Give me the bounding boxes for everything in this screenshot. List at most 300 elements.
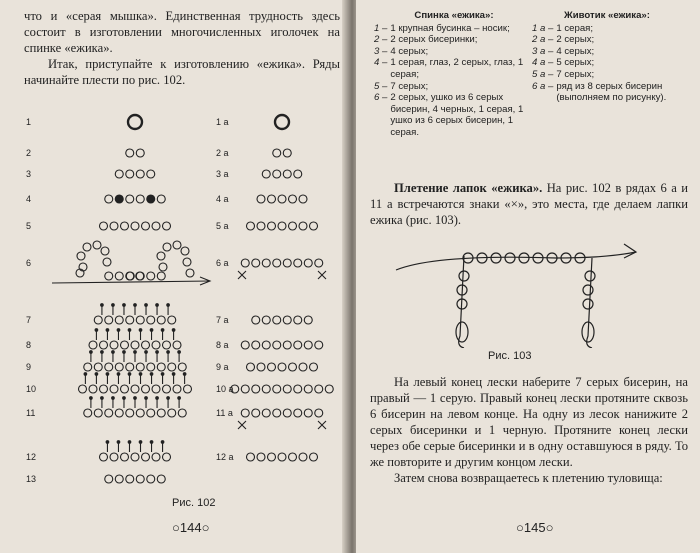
bead — [257, 222, 265, 230]
belly-list-item-key: 5 а – — [532, 68, 554, 80]
bead — [121, 222, 129, 230]
ear-bead — [77, 252, 85, 260]
needle-tip — [145, 351, 148, 354]
bead — [173, 341, 181, 349]
left-text-block — [24, 8, 340, 88]
bead — [278, 222, 286, 230]
row-label-left: 7 — [26, 315, 32, 325]
bead — [304, 341, 312, 349]
bead — [268, 363, 276, 371]
needle-tip — [150, 329, 153, 332]
row-label-right: 6 а — [216, 258, 229, 268]
bead — [163, 222, 171, 230]
bead — [252, 316, 260, 324]
bead — [105, 272, 113, 280]
bead — [115, 170, 123, 178]
bead — [299, 363, 307, 371]
figure-102-caption: Рис. 102 — [172, 497, 216, 509]
belly-list-item-value: ряд из 8 серых бисерин (выполняем по рисунку). — [556, 80, 667, 104]
bead — [241, 409, 249, 417]
left-paragraph-1: что и «серая мышка». Единственная трудность здесь состоит в изготовлении многочисленных иголочек на спинке «ежика». — [24, 9, 340, 55]
needle-tip — [106, 441, 109, 444]
bead — [152, 385, 160, 393]
bead — [283, 385, 291, 393]
bead — [105, 316, 113, 324]
right-paragraph-3: На левый конец лески наберите 7 серых бисерин, на правый — 1 серую. Правый конец лески протяните сквозь 6 бисерин на левом конце. На одну из лесок нанижите 2 серых бисеринки и 1 черную. Протяните конец лески через обе серые бисеринки и в одну оставшуюся в ряду. То же повторите и другим концом лески. — [370, 375, 688, 469]
back-list-item-key: 4 – — [374, 57, 388, 69]
back-list-item-key: 1 – — [374, 22, 388, 34]
bead — [126, 195, 134, 203]
bead — [115, 409, 123, 417]
bead — [278, 195, 286, 203]
row-label-left: 1 — [26, 117, 32, 127]
nose-bead — [128, 115, 142, 129]
bead — [262, 341, 270, 349]
bead — [273, 149, 281, 157]
bead — [115, 363, 123, 371]
belly-list-title: Животик «ежика»: — [564, 10, 650, 21]
row-label-right: 4 а — [216, 194, 229, 204]
bead — [289, 363, 297, 371]
belly-list-item-key: 3 а – — [532, 45, 554, 57]
back-list-item-value: 2 серых, ушко из 6 серых бисерин, 4 черных, 1 серая, 1 ушко из 6 серых бисерин, 1 серая. — [390, 92, 524, 138]
figure-103 — [356, 228, 700, 348]
thread — [52, 281, 210, 283]
bead — [115, 272, 123, 280]
bead — [310, 453, 318, 461]
ear-bead — [181, 247, 189, 255]
needle-tip — [150, 441, 153, 444]
row-label-right: 1 а — [216, 117, 229, 127]
bead — [157, 316, 165, 324]
bead — [126, 272, 134, 280]
back-list-item-key: 3 – — [374, 45, 388, 57]
row-label-right: 3 а — [216, 169, 229, 179]
bead — [315, 385, 323, 393]
bead — [173, 385, 181, 393]
row-label-left: 6 — [26, 258, 32, 268]
bead — [257, 453, 265, 461]
needle-tip — [178, 397, 181, 400]
bead — [262, 316, 270, 324]
needle-tip — [145, 397, 148, 400]
bead — [273, 316, 281, 324]
paws-paragraph — [370, 180, 688, 228]
bead — [147, 195, 155, 203]
back-list — [374, 10, 534, 139]
bead — [84, 409, 92, 417]
needle-tip — [172, 329, 175, 332]
bead — [299, 222, 307, 230]
row-label-left: 5 — [26, 221, 32, 231]
paw-bead — [583, 299, 593, 309]
back-list-item — [374, 34, 534, 46]
bead — [100, 385, 108, 393]
bead — [283, 341, 291, 349]
bead — [257, 363, 265, 371]
ear-bead — [103, 258, 111, 266]
bead — [136, 272, 144, 280]
bead — [163, 385, 171, 393]
row-label-left: 4 — [26, 194, 32, 204]
belly-list-item — [532, 81, 682, 104]
needle-tip — [95, 329, 98, 332]
bead — [136, 170, 144, 178]
bead — [157, 272, 165, 280]
paw-bead — [583, 285, 593, 295]
bead — [105, 363, 113, 371]
ear-bead — [101, 247, 109, 255]
bead — [105, 475, 113, 483]
bead — [126, 409, 134, 417]
bead — [147, 475, 155, 483]
back-list-title: Спинка «ежика»: — [414, 10, 494, 21]
bead — [257, 195, 265, 203]
row-label-left: 8 — [26, 340, 32, 350]
bead — [262, 259, 270, 267]
bead — [79, 385, 87, 393]
bead — [168, 409, 176, 417]
needle-tip — [134, 351, 137, 354]
needle-tip — [156, 304, 159, 307]
bead — [157, 195, 165, 203]
bead — [273, 409, 281, 417]
needle-tip — [161, 441, 164, 444]
bead — [126, 363, 134, 371]
bead — [252, 341, 260, 349]
bead — [241, 341, 249, 349]
bead — [147, 316, 155, 324]
bead — [178, 409, 186, 417]
needle-tip — [101, 304, 104, 307]
back-list-item-value: 4 серых; — [390, 45, 429, 57]
belly-list-item — [532, 57, 682, 69]
needle-tip — [178, 351, 181, 354]
bead — [110, 453, 118, 461]
bead — [105, 409, 113, 417]
needle-tip — [95, 373, 98, 376]
bead — [147, 170, 155, 178]
bead — [252, 409, 260, 417]
bead — [247, 222, 255, 230]
bead — [273, 385, 281, 393]
row-label-right: 2 а — [216, 148, 229, 158]
bead — [136, 195, 144, 203]
row-label-left: 3 — [26, 169, 32, 179]
row-label-left: 10 — [26, 384, 37, 394]
figure-102 — [0, 105, 350, 505]
bead — [315, 409, 323, 417]
bead — [262, 170, 270, 178]
bead — [89, 385, 97, 393]
bead — [273, 170, 281, 178]
bead — [147, 272, 155, 280]
needle-tip — [156, 351, 159, 354]
bead — [163, 453, 171, 461]
bead — [115, 475, 123, 483]
bead — [121, 453, 129, 461]
belly-list-item-value: 5 серых; — [556, 57, 595, 69]
needle-tip — [134, 304, 137, 307]
belly-list-item-key: 4 а – — [532, 57, 554, 69]
bead — [163, 341, 171, 349]
back-list-item — [374, 23, 534, 35]
bead — [268, 453, 276, 461]
bead — [100, 453, 108, 461]
bead — [94, 363, 102, 371]
bead — [168, 363, 176, 371]
bead — [157, 363, 165, 371]
paw-bead — [491, 253, 501, 263]
bead — [147, 409, 155, 417]
needle-tip — [112, 304, 115, 307]
needle-tip — [172, 373, 175, 376]
needle-tip — [139, 373, 142, 376]
needle-tip — [101, 351, 104, 354]
bead — [121, 341, 129, 349]
left-page-number: ○144○ — [172, 520, 210, 535]
row-label-left: 2 — [26, 148, 32, 158]
bead — [142, 222, 150, 230]
bead — [252, 259, 260, 267]
bead — [278, 453, 286, 461]
row-label-right: 7 а — [216, 315, 229, 325]
row-label-right: 8 а — [216, 340, 229, 350]
bead — [126, 170, 134, 178]
belly-list — [532, 10, 682, 104]
bead — [126, 475, 134, 483]
bead — [304, 385, 312, 393]
belly-list-item-value: 1 серая; — [556, 22, 594, 34]
paw-mark — [238, 421, 246, 429]
right-text-block — [370, 374, 688, 486]
bead — [304, 259, 312, 267]
paw-mark — [318, 271, 326, 279]
bead — [273, 341, 281, 349]
bead — [241, 259, 249, 267]
bead — [152, 222, 160, 230]
bead — [147, 363, 155, 371]
bead — [273, 259, 281, 267]
back-list-item-key: 6 – — [374, 92, 388, 104]
row-label-right: 10 а — [216, 384, 234, 394]
back-list-item-key: 2 – — [374, 34, 388, 46]
paws-text: На рис. 102 в рядах 6 а и 11 а встречаются знаки «×», это места, где делаем лапки ежика (рис. 103). — [370, 181, 688, 227]
bead — [126, 316, 134, 324]
needle-tip — [150, 373, 153, 376]
bead — [110, 222, 118, 230]
needle-tip — [145, 304, 148, 307]
right-page — [356, 0, 700, 553]
back-list-item — [374, 81, 534, 93]
belly-list-item-key: 2 а – — [532, 34, 554, 46]
bead — [136, 475, 144, 483]
ear-bead — [173, 241, 181, 249]
bead — [283, 149, 291, 157]
paw-mark — [238, 271, 246, 279]
ear-bead — [163, 243, 171, 251]
belly-list-item-key: 1 а – — [532, 22, 554, 34]
needle-tip — [106, 329, 109, 332]
paw-loop — [456, 322, 468, 342]
needle-tip — [90, 397, 93, 400]
bead — [184, 385, 192, 393]
needle-tip — [161, 329, 164, 332]
bead — [121, 385, 129, 393]
bead — [294, 259, 302, 267]
bead — [136, 316, 144, 324]
bead — [100, 341, 108, 349]
bead — [262, 409, 270, 417]
bead — [310, 222, 318, 230]
bead — [304, 409, 312, 417]
left-page-number-value: 144 — [179, 520, 202, 535]
bead — [100, 222, 108, 230]
needle-tip — [106, 373, 109, 376]
needle-tip — [167, 397, 170, 400]
needle-tip — [134, 397, 137, 400]
needle-tip — [139, 329, 142, 332]
right-page-number: ○145○ — [516, 520, 554, 535]
ear-bead — [157, 252, 165, 260]
bead — [94, 409, 102, 417]
bead — [262, 385, 270, 393]
bead — [89, 341, 97, 349]
bead — [294, 341, 302, 349]
bead — [131, 222, 139, 230]
bead — [304, 316, 312, 324]
bead — [268, 195, 276, 203]
row-label-left: 11 — [26, 408, 36, 418]
needle-tip — [123, 351, 126, 354]
bead — [131, 385, 139, 393]
row-label-left: 9 — [26, 362, 32, 372]
bead — [294, 316, 302, 324]
bead — [168, 316, 176, 324]
bead — [136, 363, 144, 371]
belly-list-item — [532, 34, 682, 46]
bead — [142, 341, 150, 349]
bead — [283, 409, 291, 417]
needle-tip — [156, 397, 159, 400]
bead — [247, 363, 255, 371]
needle-tip — [167, 351, 170, 354]
paw-bead — [459, 271, 469, 281]
needle-tip — [139, 441, 142, 444]
back-list-item-key: 5 – — [374, 80, 388, 92]
needle-tip — [112, 351, 115, 354]
ear-bead — [83, 243, 91, 251]
bead — [157, 475, 165, 483]
back-list-item — [374, 57, 534, 80]
row-label-left: 13 — [26, 474, 37, 484]
bead — [105, 195, 113, 203]
needle-tip — [128, 373, 131, 376]
row-label-right: 9 а — [216, 362, 229, 372]
belly-list-item-key: 6 а – — [532, 80, 554, 92]
paw-bead — [585, 271, 595, 281]
bead — [325, 385, 333, 393]
bead — [115, 316, 123, 324]
bead — [268, 222, 276, 230]
row-label-left: 12 — [26, 452, 37, 462]
belly-first-bead — [275, 115, 289, 129]
bead — [310, 363, 318, 371]
back-list-item-value: 2 серых бисеринки; — [390, 34, 478, 46]
needle-tip — [112, 397, 115, 400]
needle-tip — [183, 373, 186, 376]
needle-tip — [167, 304, 170, 307]
needle-tip — [117, 373, 120, 376]
belly-list-item-value: 4 серых; — [556, 45, 595, 57]
needle-tip — [123, 304, 126, 307]
bead — [126, 149, 134, 157]
bead — [110, 341, 118, 349]
bead — [299, 195, 307, 203]
bead — [247, 453, 255, 461]
bead — [136, 149, 144, 157]
ear-bead — [93, 241, 101, 249]
needle-tip — [84, 373, 87, 376]
bead — [294, 385, 302, 393]
needle-tip — [123, 397, 126, 400]
left-paragraph-2: Итак, приступайте к изготовлению «ежика». Ряды начинайте плести по рис. 102. — [24, 57, 340, 87]
bead — [315, 259, 323, 267]
row-label-right: 5 а — [216, 221, 229, 231]
paw-bead — [519, 253, 529, 263]
ear-bead — [183, 258, 191, 266]
ear-bead — [159, 263, 167, 271]
back-list-item — [374, 46, 534, 58]
back-list-item-value: 1 серая, глаз, 2 серых, глаз, 1 серая; — [390, 57, 524, 80]
bead — [115, 195, 123, 203]
bead — [252, 385, 260, 393]
bead — [152, 341, 160, 349]
needle-tip — [128, 329, 131, 332]
bead — [84, 363, 92, 371]
bead — [294, 170, 302, 178]
bead — [241, 385, 249, 393]
bead — [178, 363, 186, 371]
belly-list-item — [532, 46, 682, 58]
bead — [142, 453, 150, 461]
bead — [157, 409, 165, 417]
bead — [289, 222, 297, 230]
bead — [315, 341, 323, 349]
needle-tip — [117, 329, 120, 332]
bead — [152, 453, 160, 461]
bead — [94, 316, 102, 324]
needle-tip — [90, 351, 93, 354]
back-list-item-value: 1 крупная бусинка – носик; — [390, 22, 510, 34]
back-list-item — [374, 92, 534, 138]
bead — [289, 195, 297, 203]
paws-heading: Плетение лапок «ежика». — [394, 181, 543, 195]
belly-list-item-value: 2 серых; — [556, 34, 595, 46]
bead — [131, 453, 139, 461]
paws-paragraph-block — [370, 180, 688, 228]
bead — [136, 409, 144, 417]
needle-tip — [101, 397, 104, 400]
needle-tip — [128, 441, 131, 444]
belly-list-item-value: 7 серых; — [556, 68, 595, 80]
bead — [294, 409, 302, 417]
bead — [283, 170, 291, 178]
bead — [299, 453, 307, 461]
back-list-item-value: 7 серых; — [390, 80, 429, 92]
bead — [186, 269, 194, 277]
paw-mark — [318, 421, 326, 429]
